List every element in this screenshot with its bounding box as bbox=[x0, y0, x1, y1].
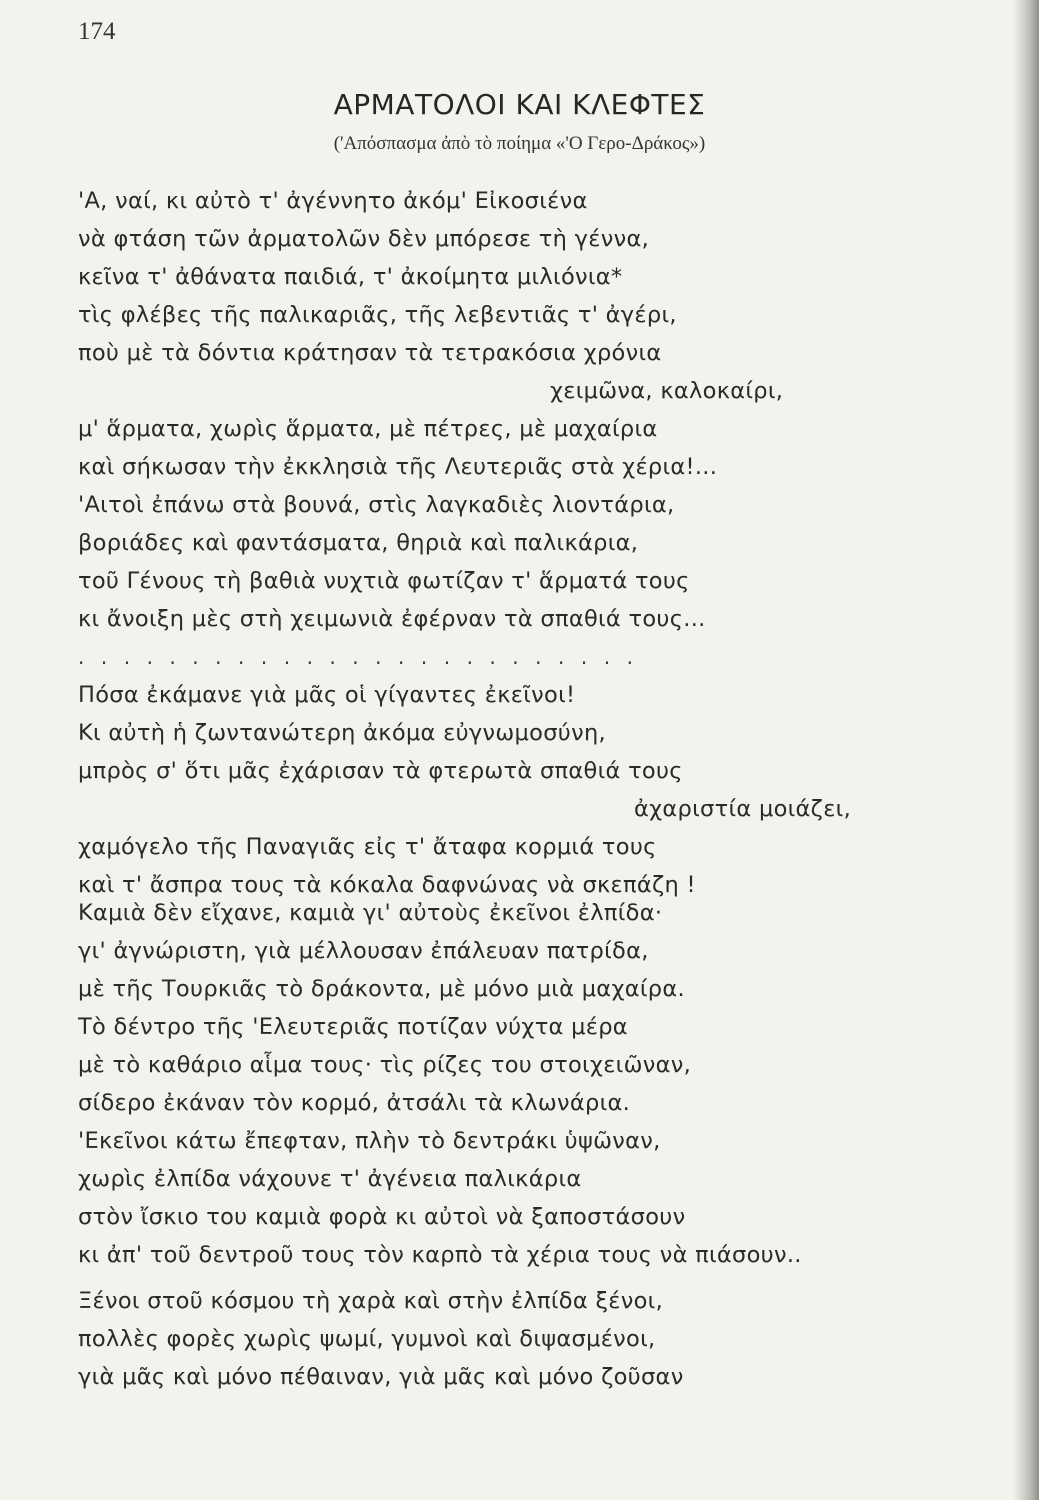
poem-line: ποὺ μὲ τὰ δόντια κράτησαν τὰ τετρακόσια χρόνια bbox=[78, 340, 662, 366]
poem-line: νὰ φτάση τῶν ἀρματολῶν δὲν μπόρεσε τὴ γέννα, bbox=[78, 226, 650, 252]
poem-line: Πόσα ἐκάμανε γιὰ μᾶς οἱ γίγαντες ἐκεῖνοι! bbox=[78, 682, 576, 708]
poem-line: τοῦ Γένους τὴ βαθιὰ νυχτιὰ φωτίζαν τ' ἅρματά τους bbox=[78, 568, 690, 594]
poem-title: ΑΡΜΑΤΟΛΟΙ ΚΑΙ ΚΛΕΦΤΕΣ bbox=[333, 88, 706, 121]
poem-line: χαμόγελο τῆς Παναγιᾶς εἰς τ' ἄταφα κορμιά τους bbox=[78, 834, 657, 860]
poem-line: κεῖνα τ' ἀθάνατα παιδιά, τ' ἀκοίμητα μιλιόνια* bbox=[78, 264, 623, 290]
poem-line: Καμιὰ δὲν εἴχανε, καμιὰ γι' αὐτοὺς ἐκεῖνοι ἐλπίδα· bbox=[78, 900, 663, 926]
poem-line: μὲ τῆς Τουρκιᾶς τὸ δράκοντα, μὲ μόνο μιὰ μαχαίρα. bbox=[78, 976, 685, 1002]
poem-line: κι ἄνοιξη μὲς στὴ χειμωνιὰ ἐφέρναν τὰ σπαθιά τους... bbox=[78, 606, 706, 632]
poem-line: Κι αὐτὴ ἡ ζωντανώτερη ἀκόμα εὐγνωμοσύνη, bbox=[78, 720, 606, 746]
poem-line-indented: χειμῶνα, καλοκαίρι, bbox=[550, 378, 784, 404]
page-number: 174 bbox=[78, 18, 116, 45]
poem-line: 'Α, ναί, κι αὐτὸ τ' ἀγέννητο ἀκόμ' Εἰκοσιένα bbox=[78, 188, 588, 214]
poem-line: γι' ἀγνώριστη, γιὰ μέλλουσαν ἐπάλευαν πατρίδα, bbox=[78, 938, 649, 964]
ellipsis-divider: ......................... bbox=[78, 645, 650, 669]
poem-subtitle: ('Απόσπασμα ἀπὸ τὸ ποίημα «'Ο Γερο-Δράκος») bbox=[333, 133, 706, 154]
poem-line-indented: ἀχαριστία μοιάζει, bbox=[634, 796, 852, 822]
poem-line: χωρὶς ἐλπίδα νάχουνε τ' ἀγένεια παλικάρια bbox=[78, 1166, 582, 1192]
poem-line: 'Αιτοὶ ἐπάνω στὰ βουνά, στὶς λαγκαδιὲς λιοντάρια, bbox=[78, 492, 675, 518]
page-edge-shadow bbox=[1013, 0, 1039, 1500]
poem-line: μπρὸς σ' ὅτι μᾶς ἐχάρισαν τὰ φτερωτὰ σπαθιά τους bbox=[78, 758, 683, 784]
poem-line: μὲ τὸ καθάριο αἷμα τους· τὶς ρίζες του στοιχειῶναν, bbox=[78, 1052, 692, 1078]
poem-line: μ' ἅρματα, χωρὶς ἅρματα, μὲ πέτρες, μὲ μαχαίρια bbox=[78, 416, 658, 442]
poem-line: τὶς φλέβες τῆς παλικαριᾶς, τῆς λεβεντιᾶς τ' ἀγέρι, bbox=[78, 302, 677, 328]
poem-line: Τὸ δέντρο τῆς 'Ελευτεριᾶς ποτίζαν νύχτα μέρα bbox=[78, 1014, 628, 1040]
stanza-3 bbox=[78, 1282, 958, 1396]
poem-line: σίδερο ἐκάναν τὸν κορμό, ἀτσάλι τὰ κλωνάρια. bbox=[78, 1090, 631, 1116]
poem-line: καὶ τ' ἄσπρα τους τὰ κόκαλα δαφνώνας νὰ σκεπάζη ! bbox=[78, 872, 696, 898]
poem-line: κι ἀπ' τοῦ δεντροῦ τους τὸν καρπὸ τὰ χέρια τους νὰ πιάσουν.. bbox=[78, 1242, 802, 1268]
poem-line: 'Εκεῖνοι κάτω ἔπεφταν, πλὴν τὸ δεντράκι ὑψῶναν, bbox=[78, 1128, 661, 1154]
poem-line: πολλὲς φορὲς χωρὶς ψωμί, γυμνοὶ καὶ διψασμένοι, bbox=[78, 1326, 656, 1352]
poem-line: καὶ σήκωσαν τὴν ἐκκλησιὰ τῆς Λευτεριᾶς στὰ χέρια!... bbox=[78, 454, 718, 480]
stanza-2 bbox=[78, 894, 958, 1274]
poem-line: Ξένοι στοῦ κόσμου τὴ χαρὰ καὶ στὴν ἐλπίδα ξένοι, bbox=[78, 1288, 664, 1314]
poem-line: στὸν ἴσκιο του καμιὰ φορὰ κι αὐτοὶ νὰ ξαποστάσουν bbox=[78, 1204, 686, 1230]
poem-line: βοριάδες καὶ φαντάσματα, θηριὰ καὶ παλικάρια, bbox=[78, 530, 639, 556]
stanza-1 bbox=[78, 182, 958, 904]
poem-line: γιὰ μᾶς καὶ μόνο πέθαιναν, γιὰ μᾶς καὶ μόνο ζοῦσαν bbox=[78, 1364, 684, 1390]
